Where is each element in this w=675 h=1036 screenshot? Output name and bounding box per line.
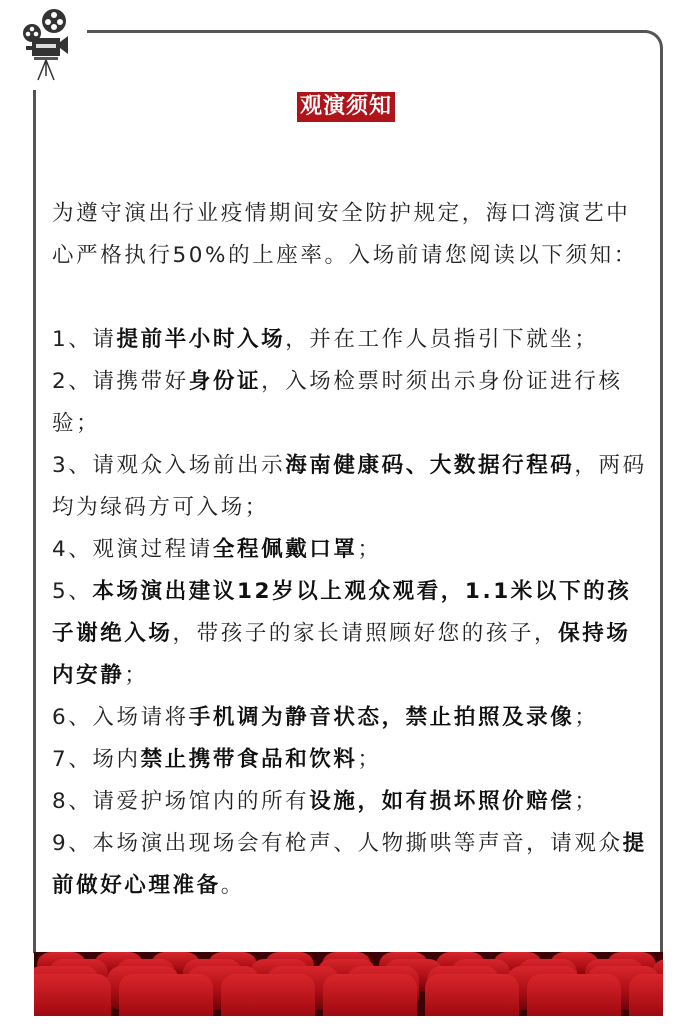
notice-item [52,529,648,571]
item-text: 3、请观众入场前出示 [52,453,286,478]
item-text: ； [574,705,599,730]
theater-seats-image [34,952,663,1016]
item-text: ，带孩子的家长请照顾好您的孩子， [172,621,559,646]
seat [119,974,213,1016]
notice-item [52,319,648,361]
emphasis-text: 保持场内安静 [52,621,631,688]
notice-item [52,697,648,739]
notice-item [52,739,648,781]
emphasis-text: 身份证 [188,369,262,394]
seat [629,974,663,1016]
item-text: ，两码均为绿码方可入场； [52,453,647,520]
frame-left-border [33,90,36,953]
item-text: ； [357,537,382,562]
notice-item [52,361,648,445]
item-text: 6、入场请将 [52,705,189,730]
emphasis-text: 设施，如有损坏照价赔偿 [309,789,575,814]
item-text: ； [574,789,599,814]
notice-list [52,319,648,907]
notice-item [52,445,648,529]
item-text: ，并在工作人员指引下就坐； [285,327,599,352]
item-text: 9、本场演出现场会有枪声、人物撕哄等声音，请观众 [52,831,623,856]
emphasis-text: 提前做好心理准备 [52,831,647,898]
item-text: ，入场检票时须出示身份证进行核验； [52,369,623,436]
item-text: 2、请携带好 [52,369,189,394]
seat [527,974,621,1016]
seat [425,974,519,1016]
item-text: 1、请 [52,327,117,352]
film-camera-icon [14,6,74,86]
notice-item [52,571,648,697]
page-title: 观演须知 [297,92,395,122]
notice-content [52,193,648,907]
seat [34,974,111,1016]
emphasis-text: 本场演出建议12岁以上观众观看，1.1米以下的孩子谢绝入场 [52,579,632,646]
item-text: 5、 [52,579,93,604]
frame-right-border [660,58,663,953]
item-text: 4、观演过程请 [52,537,213,562]
emphasis-text: 提前半小时入场 [116,327,286,352]
notice-item [52,781,648,823]
emphasis-text: 海南健康码、大数据行程码 [285,453,575,478]
item-text: 7、场内 [52,747,141,772]
emphasis-text: 禁止携带食品和饮料 [140,747,358,772]
emphasis-text: 手机调为静音状态，禁止拍照及录像 [188,705,575,730]
item-text: 。 [220,873,245,898]
item-text: ； [357,747,382,772]
item-text: ； [124,663,149,688]
item-text: 8、请爱护场馆内的所有 [52,789,310,814]
intro-paragraph: 为遵守演出行业疫情期间安全防护规定，海口湾演艺中心严格执行50%的上座率。入场前请您阅读以下须知： [52,201,638,268]
frame-corner [630,30,663,60]
emphasis-text: 全程佩戴口罩 [212,537,358,562]
seat [221,974,315,1016]
seat [323,974,417,1016]
notice-item [52,823,648,907]
frame-top-border [87,30,647,33]
